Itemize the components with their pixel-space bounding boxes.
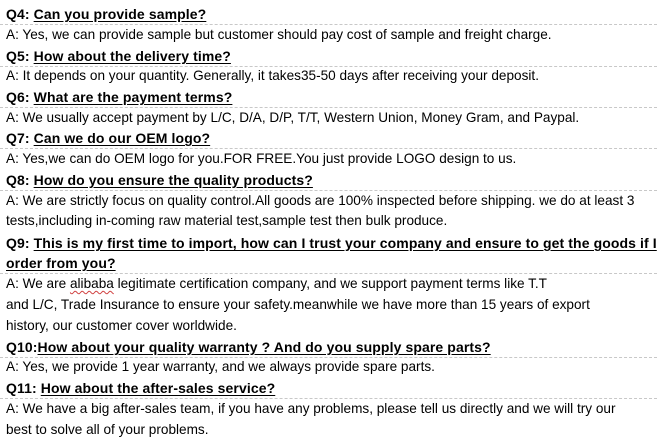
- question-text: Can we do our OEM logo?: [33, 130, 211, 146]
- faq-question-q11: [6, 378, 275, 398]
- question-label: Q9:: [6, 235, 30, 251]
- faq-question-q10: [6, 337, 491, 357]
- faq-answer-q6: A: We usually accept payment by L/C, D/A, D/P, T/T, Western Union, Money Gram, and Paypal.: [6, 110, 580, 125]
- question-text: order from you?: [6, 255, 116, 271]
- faq-answer-q9-line3: history, our customer cover worldwide.: [6, 318, 237, 333]
- faq-answer-q8-line1: A: We are strictly focus on quality control.All goods are 100% inspected before shipping. we do at least 3: [6, 193, 635, 208]
- faq-question-q7: [6, 128, 210, 148]
- faq-question-q9-line1: [6, 233, 657, 253]
- answer-suffix: legitimate certification company, and we support payment terms like T.T: [113, 276, 547, 291]
- question-text: Can you provide sample?: [33, 6, 207, 22]
- faq-answer-q7: A: Yes,we can do OEM logo for you.FOR FREE.You just provide LOGO design to us.: [6, 151, 517, 166]
- question-label: Q11:: [6, 380, 37, 396]
- faq-answer-q11-line2: best to solve all of your problems.: [6, 422, 209, 437]
- question-text: How about your quality warranty ? And do you supply spare parts?: [37, 339, 491, 355]
- question-label: Q8:: [6, 172, 30, 188]
- spellcheck-word: alibaba: [69, 276, 114, 291]
- question-text: How do you ensure the quality products?: [33, 172, 313, 188]
- question-text: What are the payment terms?: [33, 89, 233, 105]
- question-text: How about the after-sales service?: [40, 380, 276, 396]
- faq-question-q5: [6, 46, 231, 66]
- faq-question-q6: [6, 87, 232, 107]
- question-text: This is my first time to import, how can I trust your company and ensure to get the goods if I: [33, 235, 657, 251]
- faq-answer-q9-line1: [6, 274, 547, 294]
- faq-answer-q11-line1: A: We have a big after-sales team, if you have any problems, please tell us directly and we will try our: [6, 401, 616, 416]
- question-text: How about the delivery time?: [33, 48, 231, 64]
- faq-answer-q10: A: Yes, we provide 1 year warranty, and we always provide spare parts.: [6, 359, 435, 374]
- faq-question-q8: [6, 170, 313, 190]
- faq-answer-q8-line2: tests,including in-coming raw material test,sample test then bulk produce.: [6, 213, 448, 228]
- answer-prefix: A: We are: [6, 276, 70, 291]
- question-label: Q7:: [6, 130, 30, 146]
- faq-question-q4: [6, 4, 206, 24]
- faq-question-q9-line2: [6, 253, 116, 273]
- question-label: Q4:: [6, 6, 30, 22]
- question-label: Q5:: [6, 48, 30, 64]
- faq-answer-q5: A: It depends on your quantity. Generally, it takes35-50 days after receiving your deposit.: [6, 68, 539, 83]
- faq-answer-q4: A: Yes, we can provide sample but customer should pay cost of sample and freight charge.: [6, 27, 552, 42]
- faq-answer-q9-line2: and L/C, Trade Insurance to ensure your safety.meanwhile we have more than 15 years of export: [6, 297, 590, 312]
- question-label: Q10:: [6, 339, 38, 355]
- question-label: Q6:: [6, 89, 30, 105]
